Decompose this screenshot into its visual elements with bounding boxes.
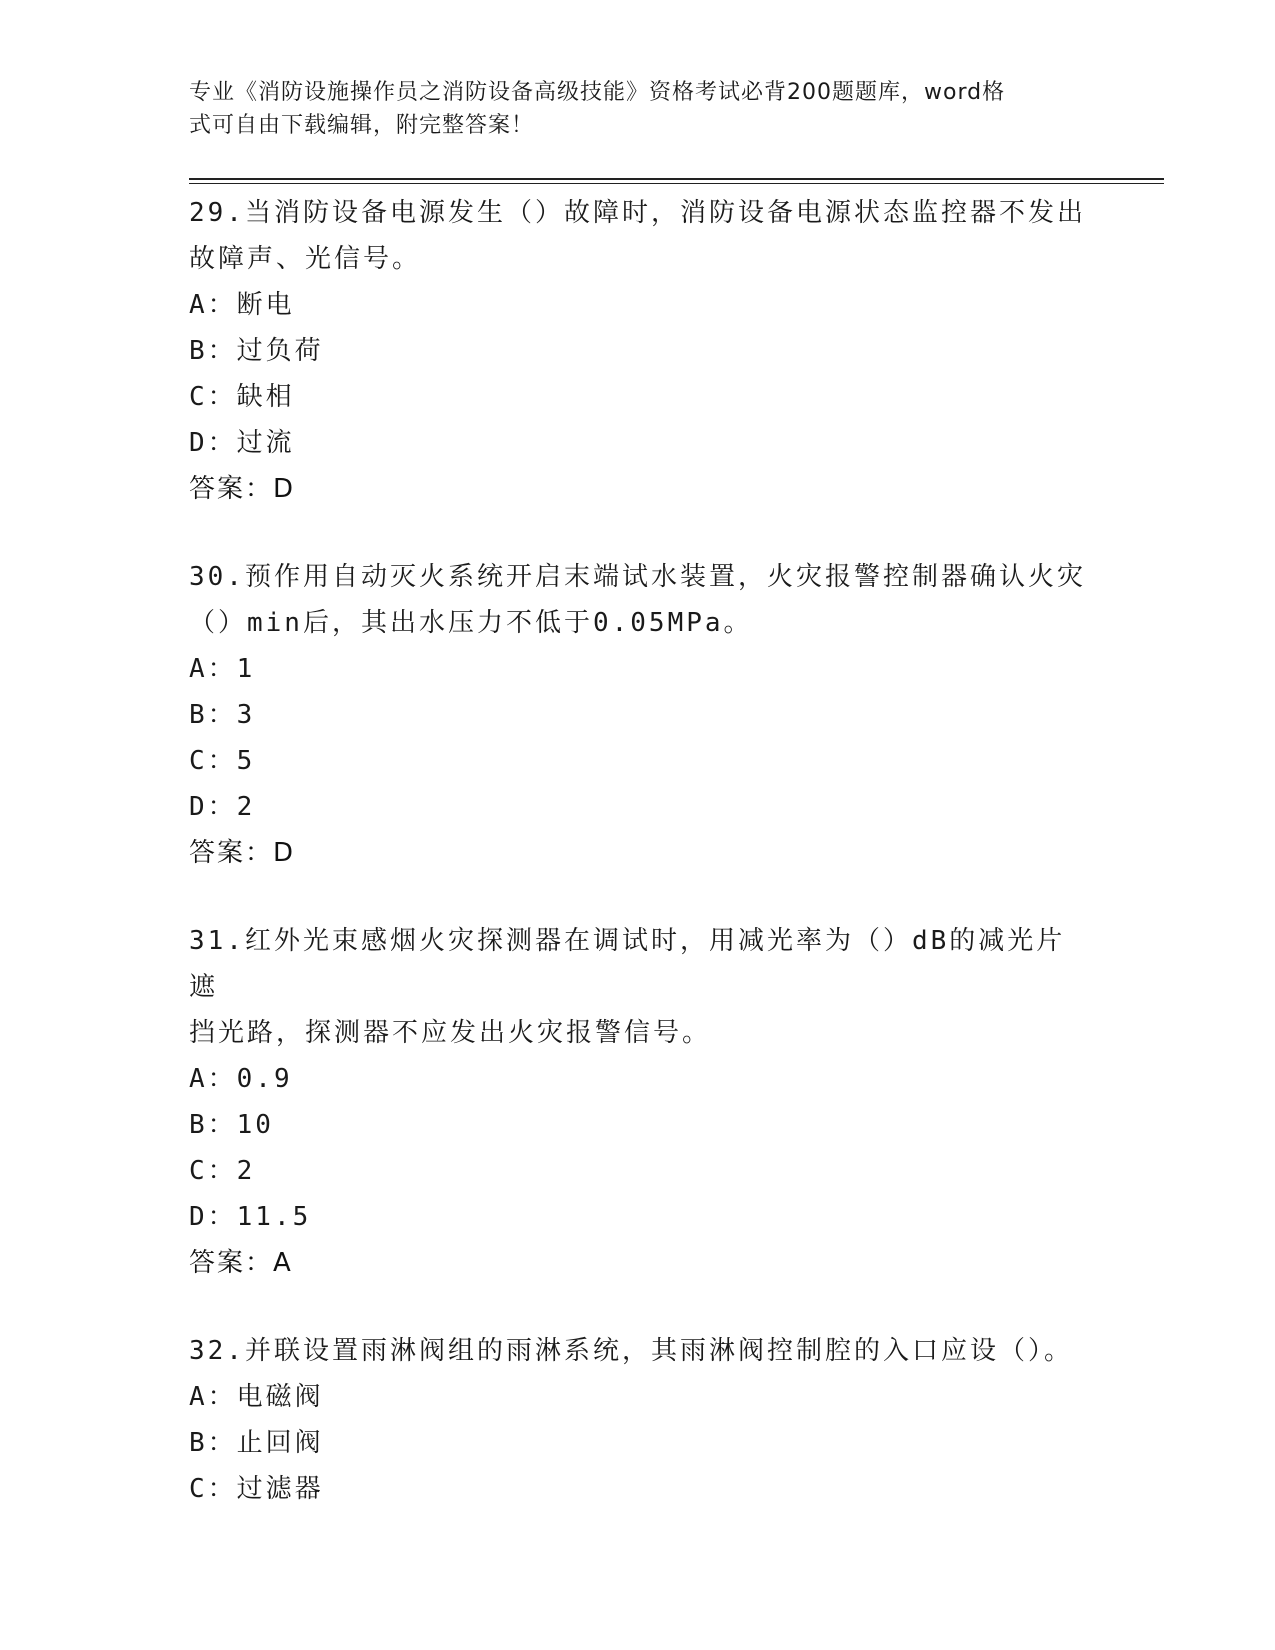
question-spacer: [189, 876, 1089, 918]
option-c: C：缺相: [189, 382, 295, 412]
answer-label: 答案：A: [189, 1248, 293, 1278]
header-line-2: 式可自由下载编辑，附完整答案！: [189, 113, 535, 138]
question-spacer: [189, 512, 1089, 554]
document-header: [189, 76, 1089, 142]
question-stem: 30.预作用自动灭火系统开启末端试水装置，火灾报警控制器确认火灾: [189, 562, 1086, 592]
question-stem: 32.并联设置雨淋阀组的雨淋系统，其雨淋阀控制腔的入口应设（）。: [189, 1336, 1073, 1366]
option-b: B：10: [189, 1110, 274, 1140]
question-stem-continued: 故障声、光信号。: [189, 244, 422, 274]
question-stem: 31.红外光束感烟火灾探测器在调试时，用减光率为（）dB的减光片遮: [189, 926, 1066, 1002]
option-d: D：11.5: [189, 1202, 312, 1232]
header-line-1: 专业《消防设施操作员之消防设备高级技能》资格考试必背200题题库，word格: [189, 80, 1006, 105]
option-c: C：过滤器: [189, 1474, 324, 1504]
question-stem-continued: 挡光路，探测器不应发出火灾报警信号。: [189, 1018, 712, 1048]
option-a: A：0.9: [189, 1064, 293, 1094]
option-d: D：过流: [189, 428, 295, 458]
option-a: A：断电: [189, 290, 295, 320]
question-spacer: [189, 1286, 1089, 1328]
answer-label: 答案：D: [189, 474, 296, 504]
question-31: [189, 918, 1089, 1286]
option-c: C：2: [189, 1156, 256, 1186]
option-b: B：过负荷: [189, 336, 324, 366]
question-list: [189, 190, 1089, 1512]
option-a: A：电磁阀: [189, 1382, 324, 1412]
option-b: B：止回阀: [189, 1428, 324, 1458]
question-30: [189, 554, 1089, 876]
question-29: [189, 190, 1089, 512]
option-b: B：3: [189, 700, 256, 730]
option-d: D：2: [189, 792, 256, 822]
question-stem-continued: （）min后，其出水压力不低于0.05MPa。: [189, 608, 753, 638]
answer-label: 答案：D: [189, 838, 296, 868]
header-divider-thick: [189, 178, 1164, 180]
question-32: [189, 1328, 1089, 1512]
header-divider-thin: [189, 183, 1164, 184]
option-a: A：1: [189, 654, 256, 684]
question-stem: 29.当消防设备电源发生（）故障时，消防设备电源状态监控器不发出: [189, 198, 1086, 228]
option-c: C：5: [189, 746, 256, 776]
